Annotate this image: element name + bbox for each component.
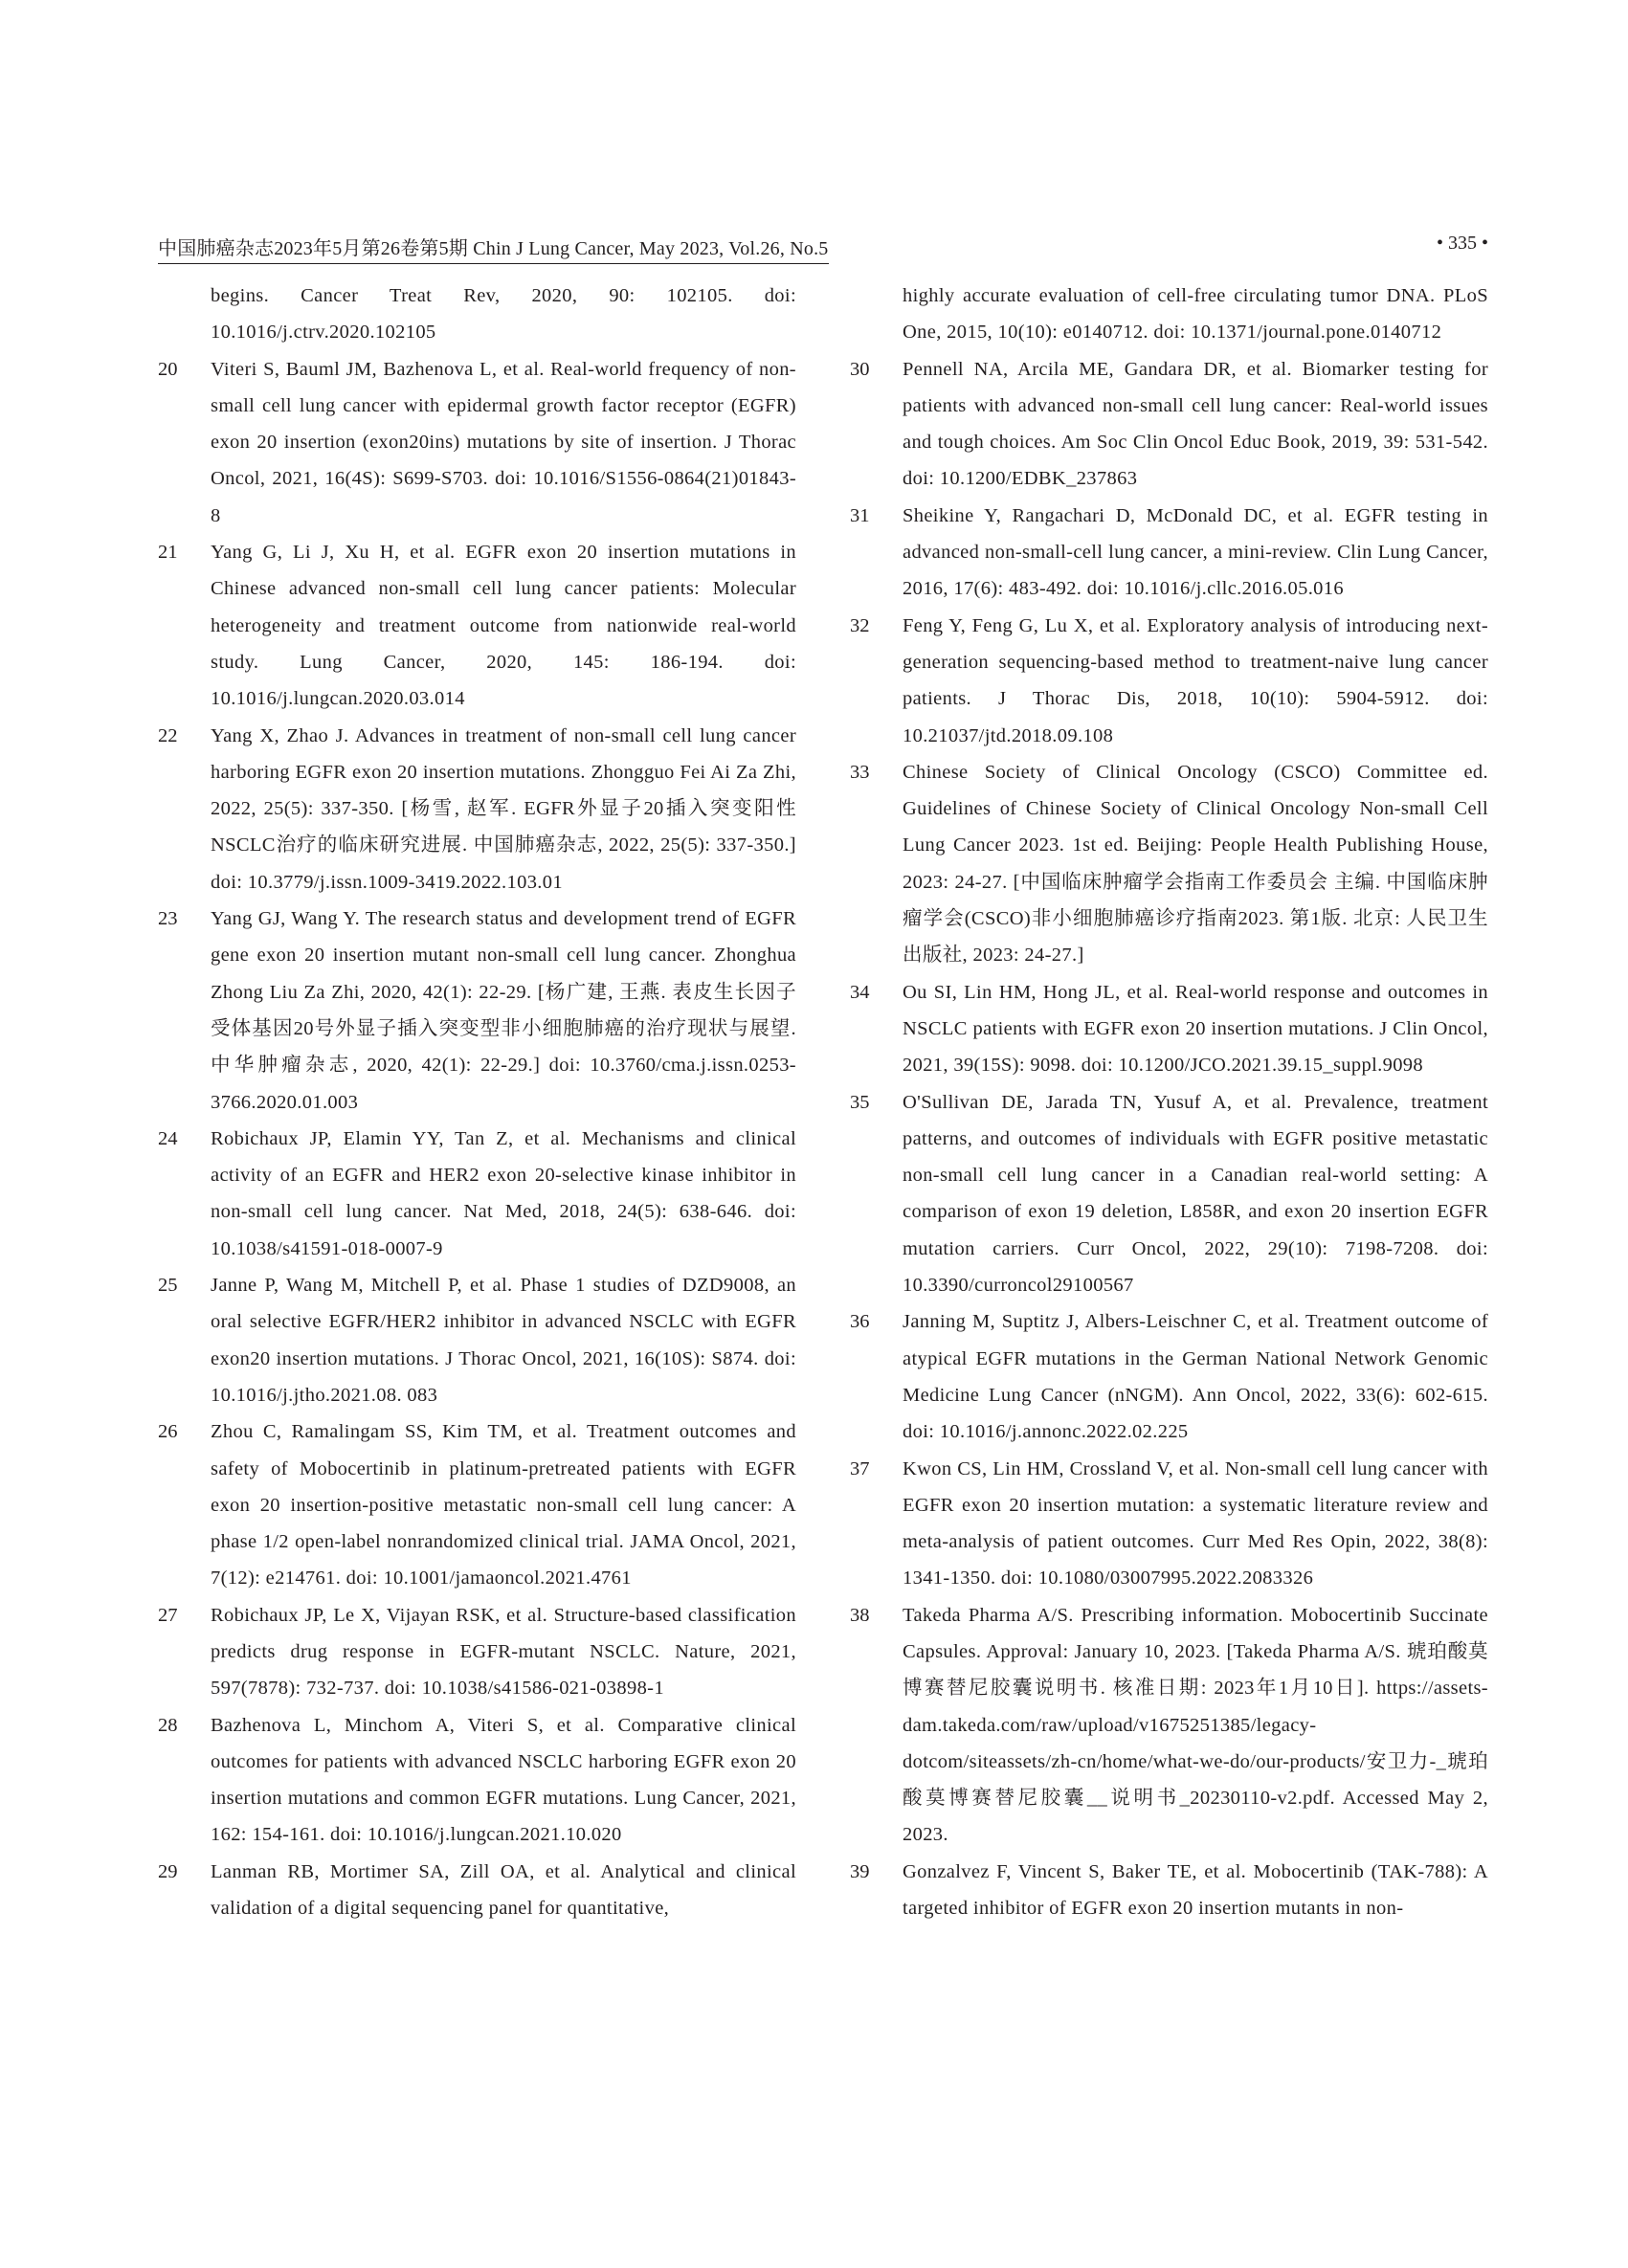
reference-number: 34	[850, 981, 870, 1003]
reference-text: Pennell NA, Arcila ME, Gandara DR, et al. Biomarker testing for patients with advanced non-small cell lung cancer: Real-world issues and tough choices. Am Soc Clin Oncol Educ Book, 2019, 39: 531-542. doi: 10.1200/EDBK_237863	[903, 358, 1488, 490]
reference-entry	[850, 278, 1488, 351]
reference-entry	[158, 718, 796, 901]
reference-entry	[850, 1451, 1488, 1597]
reference-text: Gonzalvez F, Vincent S, Baker TE, et al. Mobocertinib (TAK-788): A targeted inhibitor of EGFR exon 20 insertion mutants in non-	[903, 1860, 1488, 1920]
page-number: • 335 •	[1436, 233, 1488, 254]
reference-entry	[158, 351, 796, 534]
reference-text: Janne P, Wang M, Mitchell P, et al. Phase 1 studies of DZD9008, an oral selective EGFR/HER2 inhibitor in advanced NSCLC with EGFR exon20 insertion mutations. J Thorac Oncol, 2021, 16(10S): S874. doi: 10.1016/j.jtho.2021.08. 083	[211, 1275, 796, 1406]
reference-number: 24	[158, 1127, 178, 1149]
reference-number: 39	[850, 1860, 870, 1882]
reference-number: 36	[850, 1311, 870, 1333]
reference-column-right	[850, 278, 1488, 1926]
reference-text: Yang GJ, Wang Y. The research status and development trend of EGFR gene exon 20 insertion mutant non-small cell lung cancer. Zhonghua Zhong Liu Za Zhi, 2020, 42(1): 22-29. [杨广建, 王燕. 表皮生长因子受体基因20号外显子插入突变型非小细胞肺癌的治疗现状与展望. 中华肿瘤杂志, 2020, 42(1): 22-29.] doi: 10.3760/cma.j.issn.0253-3766.2020.01.003	[211, 908, 796, 1113]
reference-entry	[850, 974, 1488, 1084]
reference-text: Ou SI, Lin HM, Hong JL, et al. Real-world response and outcomes in NSCLC patients with EGFR exon 20 insertion mutations. J Clin Oncol, 2021, 39(15S): 9098. doi: 10.1200/JCO.2021.39.15_suppl.9098	[903, 981, 1488, 1077]
reference-text: Yang X, Zhao J. Advances in treatment of non-small cell lung cancer harboring EGFR exon 20 insertion mutations. Zhongguo Fei Ai Za Zhi, 2022, 25(5): 337-350. [杨雪, 赵军. EGFR外显子20插入突变阳性NSCLC治疗的临床研究进展. 中国肺癌杂志, 2022, 25(5): 337-350.] doi: 10.3779/j.issn.1009-3419.2022.103.01	[211, 724, 796, 893]
reference-entry	[850, 608, 1488, 754]
reference-number: 25	[158, 1275, 178, 1297]
reference-entry	[158, 1121, 796, 1267]
reference-number: 20	[158, 358, 178, 380]
reference-text: Viteri S, Bauml JM, Bazhenova L, et al. Real-world frequency of non-small cell lung cancer with epidermal growth factor receptor (EGFR) exon 20 insertion (exon20ins) mutations by site of insertion. J Thorac Oncol, 2021, 16(4S): S699-S703. doi: 10.1016/S1556-0864(21)01843-8	[211, 358, 796, 526]
reference-entry	[158, 901, 796, 1121]
reference-entry	[850, 1597, 1488, 1854]
reference-number: 32	[850, 614, 870, 636]
running-header	[158, 233, 1488, 267]
reference-number: 26	[158, 1421, 178, 1443]
reference-entry	[158, 1707, 796, 1854]
reference-entry	[158, 1267, 796, 1413]
reference-entry	[850, 1084, 1488, 1304]
reference-text: Yang G, Li J, Xu H, et al. EGFR exon 20 insertion mutations in Chinese advanced non-small cell lung cancer patients: Molecular heterogeneity and treatment outcome from nationwide real-world study. Lung Cancer, 2020, 145: 186-194. doi: 10.1016/j.lungcan.2020.03.014	[211, 542, 796, 710]
reference-text: Robichaux JP, Le X, Vijayan RSK, et al. Structure-based classification predicts drug response in EGFR-mutant NSCLC. Nature, 2021, 597(7878): 732-737. doi: 10.1038/s41586-021-03898-1	[211, 1604, 796, 1700]
reference-number: 30	[850, 358, 870, 380]
reference-number: 33	[850, 761, 870, 783]
reference-text: Lanman RB, Mortimer SA, Zill OA, et al. Analytical and clinical validation of a digital sequencing panel for quantitative,	[211, 1860, 796, 1920]
reference-entry	[850, 754, 1488, 974]
reference-number: 35	[850, 1091, 870, 1113]
reference-number: 21	[158, 542, 178, 564]
reference-entry	[850, 1303, 1488, 1450]
journal-citation-header: 中国肺癌杂志2023年5月第26卷第5期 Chin J Lung Cancer, May 2023, Vol.26, No.5	[158, 233, 829, 264]
reference-text: highly accurate evaluation of cell-free circulating tumor DNA. PLoS One, 2015, 10(10): e0140712. doi: 10.1371/journal.pone.0140712	[903, 285, 1488, 344]
reference-entry	[158, 534, 796, 717]
reference-number: 37	[850, 1457, 870, 1479]
reference-number: 23	[158, 908, 178, 930]
reference-entry	[158, 1413, 796, 1596]
reference-text: Sheikine Y, Rangachari D, McDonald DC, et al. EGFR testing in advanced non-small-cell lung cancer, a mini-review. Clin Lung Cancer, 2016, 17(6): 483-492. doi: 10.1016/j.cllc.2016.05.016	[903, 504, 1488, 600]
reference-number: 28	[158, 1714, 178, 1736]
reference-number: 31	[850, 504, 870, 526]
reference-number: 29	[158, 1860, 178, 1882]
reference-text: Feng Y, Feng G, Lu X, et al. Exploratory analysis of introducing next-generation sequencing-based method to treatment-naive lung cancer patients. J Thorac Dis, 2018, 10(10): 5904-5912. doi: 10.21037/jtd.2018.09.108	[903, 614, 1488, 746]
reference-text: Janning M, Suptitz J, Albers-Leischner C, et al. Treatment outcome of atypical EGFR mutations in the German National Network Genomic Medicine Lung Cancer (nNGM). Ann Oncol, 2022, 33(6): 602-615. doi: 10.1016/j.annonc.2022.02.225	[903, 1311, 1488, 1443]
reference-number: 22	[158, 724, 178, 746]
reference-text: Chinese Society of Clinical Oncology (CSCO) Committee ed. Guidelines of Chinese Society of Clinical Oncology Non-small Cell Lung Cancer 2023. 1st ed. Beijing: People Health Publishing House, 2023: 24-27. [中国临床肿瘤学会指南工作委员会 主编. 中国临床肿瘤学会(CSCO)非小细胞肺癌诊疗指南2023. 第1版. 北京: 人民卫生出版社, 2023: 24-27.]	[903, 761, 1488, 967]
reference-text: Bazhenova L, Minchom A, Viteri S, et al. Comparative clinical outcomes for patients with advanced NSCLC harboring EGFR exon 20 insertion mutations and common EGFR mutations. Lung Cancer, 2021, 162: 154-161. doi: 10.1016/j.lungcan.2021.10.020	[211, 1714, 796, 1846]
reference-text: begins. Cancer Treat Rev, 2020, 90: 102105. doi: 10.1016/j.ctrv.2020.102105	[211, 285, 796, 344]
reference-text: Kwon CS, Lin HM, Crossland V, et al. Non-small cell lung cancer with EGFR exon 20 insertion mutation: a systematic literature review and meta-analysis of patient outcomes. Curr Med Res Opin, 2022, 38(8): 1341-1350. doi: 10.1080/03007995.2022.2083326	[903, 1457, 1488, 1590]
reference-entry	[158, 1854, 796, 1927]
reference-entry	[850, 351, 1488, 498]
reference-text: Takeda Pharma A/S. Prescribing information. Mobocertinib Succinate Capsules. Approval: January 10, 2023. [Takeda Pharma A/S. 琥珀酸莫博赛替尼胶囊说明书. 核准日期: 2023年1月10日]. https://assets-dam.takeda.com/raw/upload/v1675251385/legacy-dotcom/siteassets/zh-cn/home/what-we-do/our-products/安卫力-_琥珀酸莫博赛替尼胶囊__说明书_20230110-v2.pdf. Accessed May 2, 2023.	[903, 1604, 1488, 1846]
reference-text: Zhou C, Ramalingam SS, Kim TM, et al. Treatment outcomes and safety of Mobocertinib in platinum-pretreated patients with EGFR exon 20 insertion-positive metastatic non-small cell lung cancer: A phase 1/2 open-label nonrandomized clinical trial. JAMA Oncol, 2021, 7(12): e214761. doi: 10.1001/jamaoncol.2021.4761	[211, 1421, 796, 1590]
reference-entry	[850, 1854, 1488, 1927]
reference-column-left	[158, 278, 796, 1926]
reference-text: O'Sullivan DE, Jarada TN, Yusuf A, et al. Prevalence, treatment patterns, and outcomes of individuals with EGFR positive metastatic non-small cell lung cancer in a Canadian real-world setting: A comparison of exon 19 deletion, L858R, and exon 20 insertion EGFR mutation carriers. Curr Oncol, 2022, 29(10): 7198-7208. doi: 10.3390/curroncol29100567	[903, 1091, 1488, 1297]
reference-number: 38	[850, 1604, 870, 1626]
reference-entry	[850, 498, 1488, 608]
reference-entry	[158, 278, 796, 351]
reference-number: 27	[158, 1604, 178, 1626]
reference-entry	[158, 1597, 796, 1707]
reference-text: Robichaux JP, Elamin YY, Tan Z, et al. Mechanisms and clinical activity of an EGFR and HER2 exon 20-selective kinase inhibitor in non-small cell lung cancer. Nat Med, 2018, 24(5): 638-646. doi: 10.1038/s41591-018-0007-9	[211, 1127, 796, 1259]
